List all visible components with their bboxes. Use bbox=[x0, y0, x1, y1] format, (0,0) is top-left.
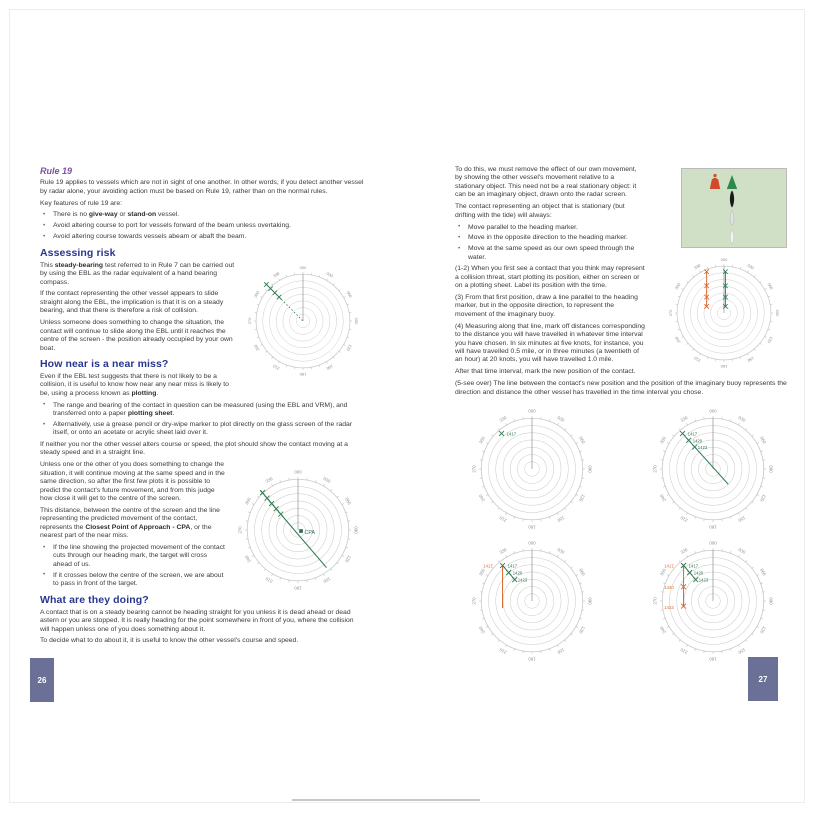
right-paragraph: The contact representing an object that is stationary (but drifting with the tide) will always: bbox=[455, 203, 625, 219]
svg-text:300: 300 bbox=[658, 567, 667, 577]
red-can-buoy-icon bbox=[710, 174, 720, 189]
svg-text:150: 150 bbox=[556, 515, 565, 524]
svg-text:060: 060 bbox=[577, 567, 586, 577]
plot-step-paragraph: (5-see over) The line between the contact's new position and the position of the imaginary buoy represents the direction and distance the other vessel has travelled in the time interval you chose. bbox=[455, 380, 787, 396]
svg-text:1417: 1417 bbox=[482, 563, 493, 569]
bullet-item: • Move at the same speed as our own speed through the water. bbox=[455, 245, 789, 262]
svg-text:060: 060 bbox=[766, 282, 775, 291]
near-miss-paragraph: If neither you nor the other vessel alters course or speed, the plot should show the contact moving at a steady speed and in a straight line. bbox=[40, 440, 348, 457]
svg-text:180: 180 bbox=[294, 585, 302, 591]
near-miss-paragraph: This distance, between the centre of the screen and the line representing the predicted movement of the contact, represents the Closest Point of Approach - CPA, or the nearest part of the near miss. bbox=[40, 506, 220, 540]
svg-text:180: 180 bbox=[527, 524, 536, 530]
svg-text:210: 210 bbox=[498, 515, 507, 524]
section-heading-what-are-they-doing: What are they doing? bbox=[40, 593, 149, 606]
near-miss-bullet-list bbox=[40, 402, 364, 438]
near-miss-paragraph: Even if the EBL test suggests that there is not likely to be a collision, it is useful to know how near any near miss is likely to be, using a process known as plotting. bbox=[40, 372, 229, 397]
svg-text:060: 060 bbox=[758, 435, 767, 445]
svg-text:1423: 1423 bbox=[698, 577, 708, 583]
svg-text:240: 240 bbox=[477, 625, 486, 635]
assessing-paragraph: If the contact representing the other vessel appears to slide straight along the EBL, the implication is that it is on a steady bearing, and that there is therefore a risk of collision. bbox=[40, 290, 224, 315]
svg-text:330: 330 bbox=[679, 547, 688, 556]
svg-text:090: 090 bbox=[586, 597, 592, 605]
svg-text:210: 210 bbox=[679, 515, 688, 524]
svg-text:120: 120 bbox=[758, 493, 767, 503]
svg-text:330: 330 bbox=[272, 270, 281, 279]
svg-text:000: 000 bbox=[527, 408, 536, 414]
plot-step-paragraph: (1-2) When you first see a contact that you think may represent a collision threat, start plotting its position, either on screen or on a plotting sheet. Label its position with the time. bbox=[455, 265, 645, 290]
bullet-item: • There is no give-way or stand-on vessel. bbox=[40, 211, 364, 219]
svg-text:120: 120 bbox=[344, 554, 353, 564]
svg-text:060: 060 bbox=[758, 567, 767, 577]
svg-text:240: 240 bbox=[658, 493, 667, 503]
scan-artifact-line bbox=[292, 799, 480, 801]
svg-text:030: 030 bbox=[737, 415, 746, 424]
radar-ebl-steady-bearing-diagram bbox=[242, 260, 364, 382]
svg-text:240: 240 bbox=[477, 493, 486, 503]
svg-text:030: 030 bbox=[322, 476, 332, 485]
svg-text:060: 060 bbox=[345, 289, 354, 299]
svg-text:1417: 1417 bbox=[687, 431, 697, 437]
cpa-bullet-list bbox=[40, 544, 364, 589]
right-page bbox=[455, 166, 789, 667]
svg-text:1417: 1417 bbox=[507, 563, 517, 569]
svg-text:270: 270 bbox=[471, 465, 477, 473]
svg-text:300: 300 bbox=[477, 435, 486, 445]
svg-text:180: 180 bbox=[720, 364, 728, 370]
rule-19-paragraph: Rule 19 applies to vessels which are not in sight of one another. In other words, if you detect another vessel by radar alone, your avoiding action must be based on Rule 19, rather than on the normal rules. bbox=[40, 179, 364, 195]
svg-text:120: 120 bbox=[766, 335, 775, 344]
svg-text:300: 300 bbox=[658, 435, 667, 445]
svg-text:1423: 1423 bbox=[663, 605, 674, 611]
bullet-item: • The range and bearing of the contact in question can be measured (using the EBL and VRM), and transferred onto a paper plotting sheet. bbox=[40, 402, 364, 419]
bullet-item: • If it crosses below the centre of the screen, we are about to pass in front of the target. bbox=[40, 572, 364, 589]
svg-text:180: 180 bbox=[527, 656, 536, 662]
doing-paragraph: A contact that is on a steady bearing cannot be heading straight for you unless it is dead ahead or dead astern or you are stopped. It is really heading for the point somewhere in front of you, where the collision will happen unless one of you does something about it. bbox=[40, 608, 354, 633]
section-heading-near-miss: How near is a near miss? bbox=[40, 357, 169, 370]
svg-text:090: 090 bbox=[586, 465, 592, 473]
svg-text:300: 300 bbox=[243, 496, 252, 506]
svg-text:1417: 1417 bbox=[663, 563, 674, 569]
page-number-badge-left: 26 bbox=[30, 658, 54, 702]
svg-text:210: 210 bbox=[264, 576, 274, 585]
bullet-item: • Move parallel to the heading marker. bbox=[455, 224, 789, 232]
svg-text:300: 300 bbox=[673, 282, 682, 291]
svg-text:030: 030 bbox=[556, 415, 565, 424]
bullet-item: • Avoid altering course to port for vessels forward of the beam unless overtaking. bbox=[40, 222, 364, 230]
svg-text:150: 150 bbox=[322, 576, 332, 585]
svg-text:240: 240 bbox=[673, 335, 682, 344]
svg-text:210: 210 bbox=[693, 355, 702, 364]
svg-text:090: 090 bbox=[767, 597, 773, 605]
near-miss-paragraph: Unless one or the other of you does something to change the situation, it will continue moving at the same speed and in the same direction, so after the first few plots it is possible to predict the contact's future movement, and from this judge how close it will get to the centre of the screen. bbox=[40, 461, 225, 502]
svg-text:1423: 1423 bbox=[697, 445, 707, 451]
svg-text:090: 090 bbox=[354, 317, 360, 325]
svg-text:1420: 1420 bbox=[693, 570, 703, 576]
svg-text:1417: 1417 bbox=[506, 431, 516, 437]
svg-text:240: 240 bbox=[243, 554, 252, 564]
svg-text:330: 330 bbox=[498, 415, 507, 424]
svg-text:330: 330 bbox=[498, 547, 507, 556]
svg-text:270: 270 bbox=[652, 597, 658, 605]
rule-19-bullet-list bbox=[40, 211, 364, 241]
svg-text:1420: 1420 bbox=[692, 438, 702, 444]
svg-text:300: 300 bbox=[477, 567, 486, 577]
own-boat-silhouette bbox=[730, 191, 734, 208]
radar-plot-step-4-diagram bbox=[647, 535, 779, 667]
svg-text:330: 330 bbox=[693, 262, 702, 271]
svg-text:030: 030 bbox=[746, 262, 755, 271]
assessing-paragraph: This steady-bearing test referred to in Rule 7 can be carried out by using the EBL as the radar equivalent of a hand bearing compass. bbox=[40, 261, 235, 286]
plot-step-paragraph: (4) Measuring along that line, mark off distances corresponding to the distance you will have travelled in whatever time interval you have chosen. In six minutes at five knots, for instance, you will have travelled 0.5 mile, or in three minutes (a twentieth of an hour) at 20 knots, you will have travelled 1.0 mile. bbox=[455, 322, 645, 364]
svg-text:CPA: CPA bbox=[304, 530, 316, 537]
svg-text:120: 120 bbox=[577, 493, 586, 503]
svg-text:000: 000 bbox=[299, 264, 307, 270]
svg-text:150: 150 bbox=[737, 515, 746, 524]
svg-text:240: 240 bbox=[658, 625, 667, 635]
doing-paragraph: To decide what to do about it, it is useful to know the other vessel's course and speed. bbox=[40, 637, 299, 645]
radar-plot-step-1-diagram bbox=[466, 403, 598, 535]
svg-text:060: 060 bbox=[577, 435, 586, 445]
svg-text:000: 000 bbox=[708, 408, 717, 414]
svg-text:090: 090 bbox=[353, 526, 359, 534]
svg-text:210: 210 bbox=[272, 363, 281, 371]
svg-text:270: 270 bbox=[652, 465, 658, 473]
svg-text:180: 180 bbox=[299, 371, 307, 377]
svg-text:150: 150 bbox=[556, 647, 565, 656]
svg-text:1423: 1423 bbox=[517, 577, 527, 583]
svg-text:120: 120 bbox=[758, 625, 767, 635]
right-paragraph: To do this, we must remove the effect of our own movement, by showing the other vessel's movement relative to a stationary object. This need not be a real stationary object: it can be an imaginary object, drawn onto the radar screen. bbox=[455, 166, 637, 199]
bullet-item: • If the line showing the projected movement of the contact cuts through our heading mark, the target will cross ahead of us. bbox=[40, 544, 364, 569]
bullet-item: • Alternatively, use a grease pencil or dry-wipe marker to plot directly on the glass screen of the radar itself, or onto an acetate or acrylic sheet laid over it. bbox=[40, 421, 364, 438]
svg-text:1420: 1420 bbox=[663, 584, 674, 590]
svg-text:270: 270 bbox=[237, 526, 243, 534]
svg-text:330: 330 bbox=[264, 476, 274, 485]
rule-19-key-features-intro: Key features of rule 19 are: bbox=[40, 199, 122, 207]
svg-text:1420: 1420 bbox=[512, 570, 522, 576]
svg-text:270: 270 bbox=[471, 597, 477, 605]
svg-text:150: 150 bbox=[746, 355, 755, 364]
svg-text:180: 180 bbox=[708, 524, 717, 530]
svg-text:270: 270 bbox=[667, 309, 673, 317]
svg-text:120: 120 bbox=[345, 343, 354, 352]
svg-text:000: 000 bbox=[527, 540, 536, 546]
bullet-item: • Move in the opposite direction to the heading marker. bbox=[455, 234, 789, 242]
page-number-badge-right: 27 bbox=[748, 657, 778, 701]
svg-text:030: 030 bbox=[737, 547, 746, 556]
radar-imaginary-buoy-diagram bbox=[663, 252, 785, 374]
section-heading-assessing-risk: Assessing risk bbox=[40, 246, 116, 259]
svg-text:180: 180 bbox=[708, 656, 717, 662]
svg-text:270: 270 bbox=[246, 317, 252, 325]
svg-text:090: 090 bbox=[775, 309, 781, 317]
radar-plot-step-3-diagram bbox=[466, 535, 598, 667]
svg-text:000: 000 bbox=[720, 256, 728, 262]
assessing-paragraph: Unless someone does something to change the situation, the contact will continue to slide along the EBL until it reaches the centre of the screen - the position already occupied by your own boat. bbox=[40, 319, 233, 352]
green-cone-buoy-icon bbox=[727, 175, 737, 189]
rule-19-heading: Rule 19 bbox=[40, 166, 73, 176]
radar-plot-step-2-diagram bbox=[647, 403, 779, 535]
right-page-figure-column bbox=[653, 166, 789, 374]
svg-text:330: 330 bbox=[679, 415, 688, 424]
svg-text:060: 060 bbox=[344, 496, 353, 506]
svg-text:120: 120 bbox=[577, 625, 586, 635]
svg-text:000: 000 bbox=[708, 540, 717, 546]
plot-step-paragraph: After that time interval, mark the new position of the contact. bbox=[455, 368, 636, 376]
bullet-item: • Avoid altering course towards vessels abeam or abaft the beam. bbox=[40, 233, 364, 241]
svg-text:090: 090 bbox=[767, 465, 773, 473]
svg-text:030: 030 bbox=[325, 270, 334, 279]
svg-text:240: 240 bbox=[252, 343, 261, 352]
svg-text:300: 300 bbox=[252, 289, 261, 299]
svg-text:1417: 1417 bbox=[688, 563, 698, 569]
svg-text:150: 150 bbox=[737, 647, 746, 656]
plot-sequence-grid bbox=[455, 403, 789, 667]
svg-text:030: 030 bbox=[556, 547, 565, 556]
left-page bbox=[40, 166, 364, 649]
svg-text:150: 150 bbox=[325, 363, 334, 371]
plot-step-paragraph: (3) From that first position, draw a line parallel to the heading marker, but in the opposite direction, to represent the movement of the imaginary buoy. bbox=[455, 293, 638, 318]
svg-text:210: 210 bbox=[679, 647, 688, 656]
svg-text:000: 000 bbox=[294, 469, 302, 475]
svg-text:210: 210 bbox=[498, 647, 507, 656]
